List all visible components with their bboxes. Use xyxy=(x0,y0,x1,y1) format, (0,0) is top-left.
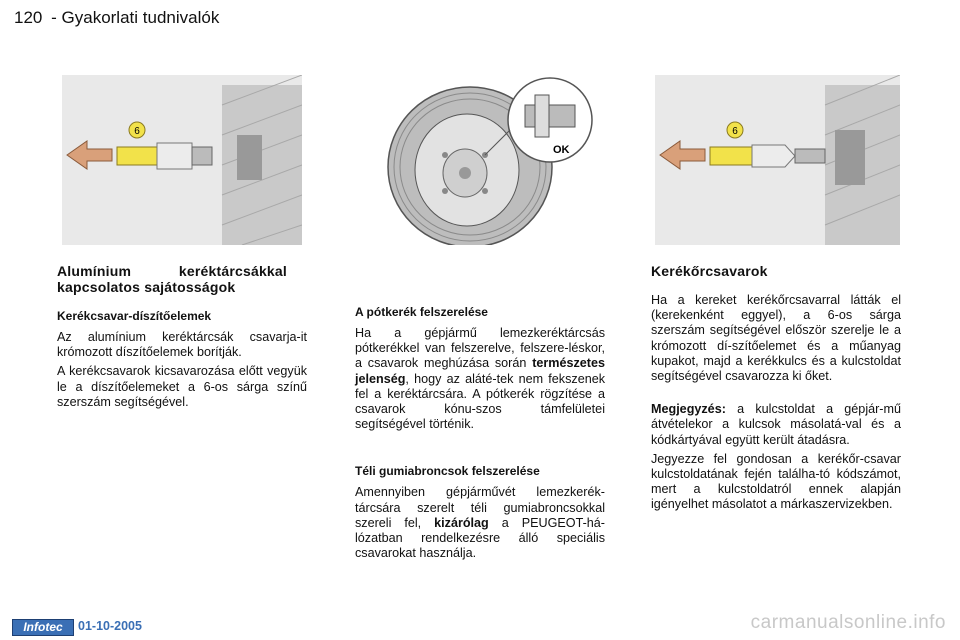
tool-badge-left: 6 xyxy=(134,126,140,137)
left-column xyxy=(57,263,307,414)
illustration-cover-removal xyxy=(62,75,302,245)
header-separator: - xyxy=(51,8,57,27)
illustration-spare-wheel xyxy=(385,75,605,245)
middle-column xyxy=(355,305,605,565)
illustration-antitheft-bolt xyxy=(655,75,900,245)
right-note-label: Megjegyzés: xyxy=(651,402,726,417)
page-header xyxy=(14,8,219,28)
spare-wheel-para-bold: természetes jelenség xyxy=(355,356,605,386)
winter-tyres-para-post: a PEUGEOT-há-lózatban rendelkezésre álló speciális csavarokat használja. xyxy=(355,515,605,561)
left-para-1: Az alumínium keréktárcsák csavarja-it krómozott díszítőelemek borítják. xyxy=(57,330,307,360)
footer-date: 01-10-2005 xyxy=(78,619,142,633)
winter-tyres-para-pre: Amennyiben gépjárművét lemezkerék-tárcsára szerelt téli gumiabroncsokkal szereli fel, xyxy=(355,485,605,530)
spare-wheel-para-post: , hogy az aláté-tek nem fekszenek fel a keréktárcsára. A pótkerék rögzítése a csavarok kónu-szos támfelületei segítségével történik. xyxy=(355,371,605,432)
antitheft-bolt-drawing xyxy=(655,75,900,245)
cover-removal-drawing xyxy=(62,75,302,245)
spare-wheel-para xyxy=(355,326,605,432)
spare-wheel-title: A pótkerék felszerelése xyxy=(355,305,488,319)
right-title: Kerékőrcsavarok xyxy=(651,263,768,279)
spare-wheel-para-pre: Ha a gépjármű lemezkeréktárcsás pótkerékkel van felszerelve, felszere-léskor, a csavarok meghúzása során xyxy=(355,326,605,371)
winter-tyres-para xyxy=(355,485,605,561)
winter-tyres-para-bold: kizárólag xyxy=(434,515,489,530)
ok-label: OK xyxy=(553,144,570,156)
watermark: carmanualsonline.info xyxy=(750,612,946,633)
right-para-3: Jegyezze fel gondosan a kerékőr-csavar kulcstoldatának fején találha-tó kódszámot, mert a kulcstoldatról ennek alapján igényelhet másolatot a márkaszervizekben. xyxy=(651,451,901,512)
spare-wheel-drawing xyxy=(385,75,605,245)
right-note-text: a kulcstoldat a gépjár-mű átvételekor a kulcsok másolatá-val és a kódkártyával együtt került átadásra. xyxy=(651,402,901,447)
left-title: Alumínium keréktárcsákkal kapcsolatos sajátosságok xyxy=(57,263,287,295)
right-para-1: Ha a kereket kerékőrcsavarral látták el (kerekenként eggyel), a 6-os sárga szerszám segítségével először szerelje le a krómozott dí-szítőelemet és a műanyag kupakot, majd a kerékkulcs és a kulcstoldat segítségével csavarozza ki őket. xyxy=(651,293,901,384)
page-number: 120 xyxy=(14,8,43,27)
left-section-title: Kerékcsavar-díszítőelemek xyxy=(57,309,212,323)
right-note xyxy=(651,402,901,448)
right-column xyxy=(651,263,901,517)
tool-badge-right: 6 xyxy=(732,126,738,137)
winter-tyres-title: Téli gumiabroncsok felszerelése xyxy=(355,464,540,479)
infotec-logo: Infotec xyxy=(12,619,74,636)
page-title: Gyakorlati tudnivalók xyxy=(61,8,220,27)
left-para-2: A kerékcsavarok kicsavarozása előtt vegyük le a díszítőelemeket a 6-os sárga színű szerszám segítségével. xyxy=(57,364,307,409)
